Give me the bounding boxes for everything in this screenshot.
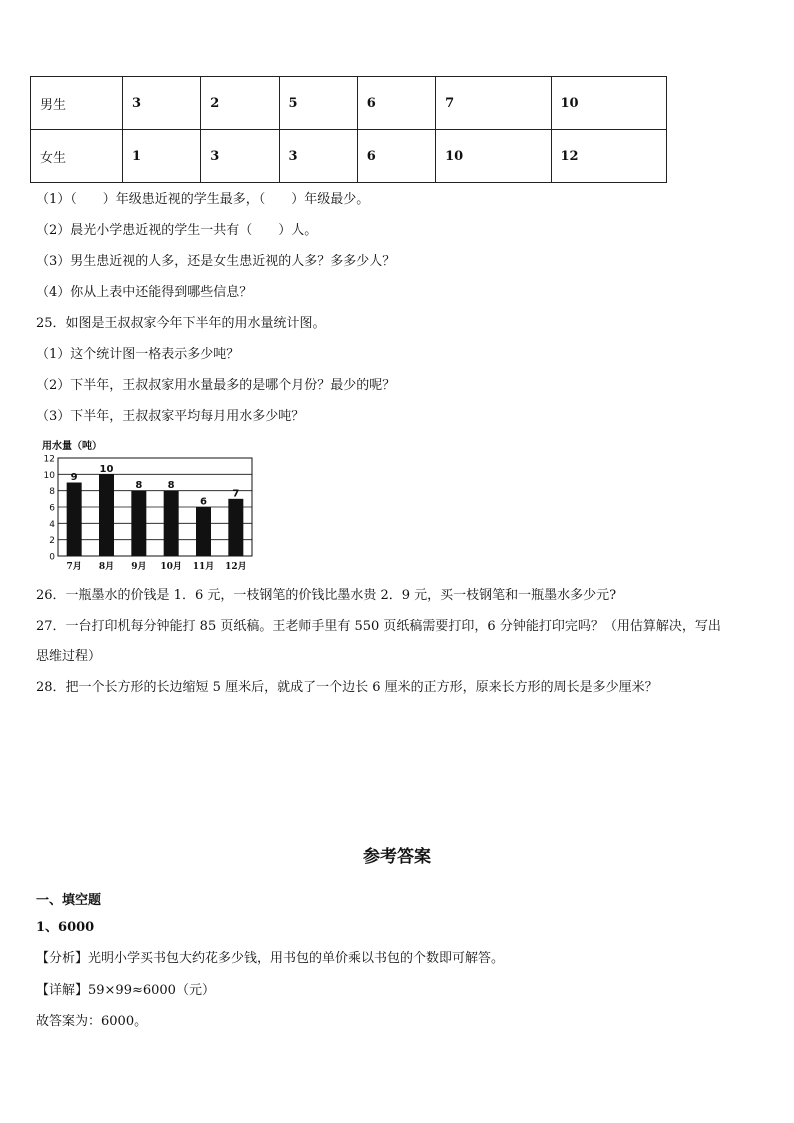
table-cell: 10	[551, 77, 667, 130]
table-cell: 3	[279, 130, 357, 183]
question-25: 25．如图是王叔叔家今年下半年的用水量统计图。	[36, 316, 326, 331]
y-tick-label: 12	[43, 454, 55, 465]
question-28: 28．把一个长方形的长边缩短 5 厘米后，就成了一个边长 6 厘米的正方形，原来长方形的周长是多少厘米？	[36, 680, 658, 695]
question-24-2: （2）晨光小学患近视的学生一共有（ ）人。	[36, 223, 318, 238]
chart-grid	[58, 458, 252, 556]
table-row-girls	[31, 130, 667, 183]
chart-svg	[36, 438, 260, 578]
row-label: 男生	[31, 77, 123, 130]
x-tick-label: 7月	[66, 562, 82, 572]
table-cell: 3	[123, 77, 201, 130]
table-cell: 10	[436, 130, 551, 183]
question-26: 26．一瓶墨水的价钱是 1．6 元，一枝钢笔的价钱比墨水贵 2．9 元，买一枝钢笔和一瓶墨水多少元?	[36, 588, 617, 603]
table-cell: 5	[279, 77, 357, 130]
x-tick-label: 11月	[192, 562, 215, 572]
x-tick-label: 8月	[98, 562, 115, 572]
y-tick-label: 2	[49, 536, 55, 547]
chart-bars	[67, 474, 244, 556]
question-24-4: （4）你从上表中还能得到哪些信息？	[36, 285, 253, 300]
answer-title: 参考答案	[363, 847, 431, 867]
y-tick-label: 6	[49, 503, 55, 514]
y-tick-label: 0	[49, 552, 55, 563]
table-row-boys	[31, 77, 667, 130]
table-cell: 6	[357, 130, 435, 183]
answer-analysis: 【分析】光明小学买书包大约花多少钱，用书包的单价乘以书包的个数即可解答。	[36, 951, 505, 966]
question-25-2: （2）下半年，王叔叔家用水量最多的是哪个月份？最少的呢？	[36, 378, 396, 393]
x-tick-label: 10月	[160, 562, 182, 572]
x-tick-label: 12月	[225, 562, 247, 572]
chart-bar	[164, 491, 179, 556]
data-label: 8	[167, 480, 175, 492]
chart-title: 用水量（吨）	[42, 441, 102, 452]
question-27-continued: 思维过程）	[36, 649, 102, 664]
table-cell: 6	[357, 77, 435, 130]
table-cell: 7	[436, 77, 551, 130]
y-tick-label: 8	[49, 487, 55, 498]
table-cell: 1	[123, 130, 201, 183]
data-label: 7	[232, 488, 240, 500]
water-usage-chart	[36, 438, 260, 578]
table-cell: 2	[201, 77, 279, 130]
question-25-1: （1）这个统计图一格表示多少吨？	[36, 347, 240, 362]
data-label: 6	[200, 496, 207, 508]
row-label: 女生	[31, 130, 123, 183]
y-tick-label: 10	[43, 470, 55, 481]
chart-bar	[99, 474, 114, 556]
answer-item-1: 1、6000	[36, 920, 95, 935]
data-label: 10	[99, 463, 114, 475]
table-cell: 12	[551, 130, 667, 183]
data-label: 9	[70, 472, 78, 483]
chart-bar	[228, 499, 243, 556]
survey-table	[30, 76, 667, 183]
answer-section-heading: 一、填空题	[36, 893, 102, 908]
question-24-3: （3）男生患近视的人多，还是女生患近视的人多？多多少人？	[36, 254, 396, 269]
y-tick-label: 4	[49, 519, 55, 530]
x-tick-label: 9月	[131, 562, 147, 572]
answer-conclusion: 故答案为：6000。	[36, 1014, 148, 1029]
answer-detail: 【详解】59×99≈6000（元）	[36, 983, 215, 998]
question-25-3: （3）下半年，王叔叔家平均每月用水多少吨？	[36, 409, 305, 424]
chart-bar	[131, 491, 146, 556]
question-24-1: （1）（ ）年级患近视的学生最多，（ ）年级最少。	[36, 192, 370, 207]
data-label: 8	[135, 480, 143, 492]
table-cell: 3	[201, 130, 279, 183]
chart-bar	[196, 507, 211, 556]
question-27: 27．一台打印机每分钟能打 85 页纸稿。王老师手里有 550 页纸稿需要打印，6 分钟能打印完吗？（用估算解决，写出	[36, 619, 721, 634]
chart-bar	[67, 483, 82, 557]
